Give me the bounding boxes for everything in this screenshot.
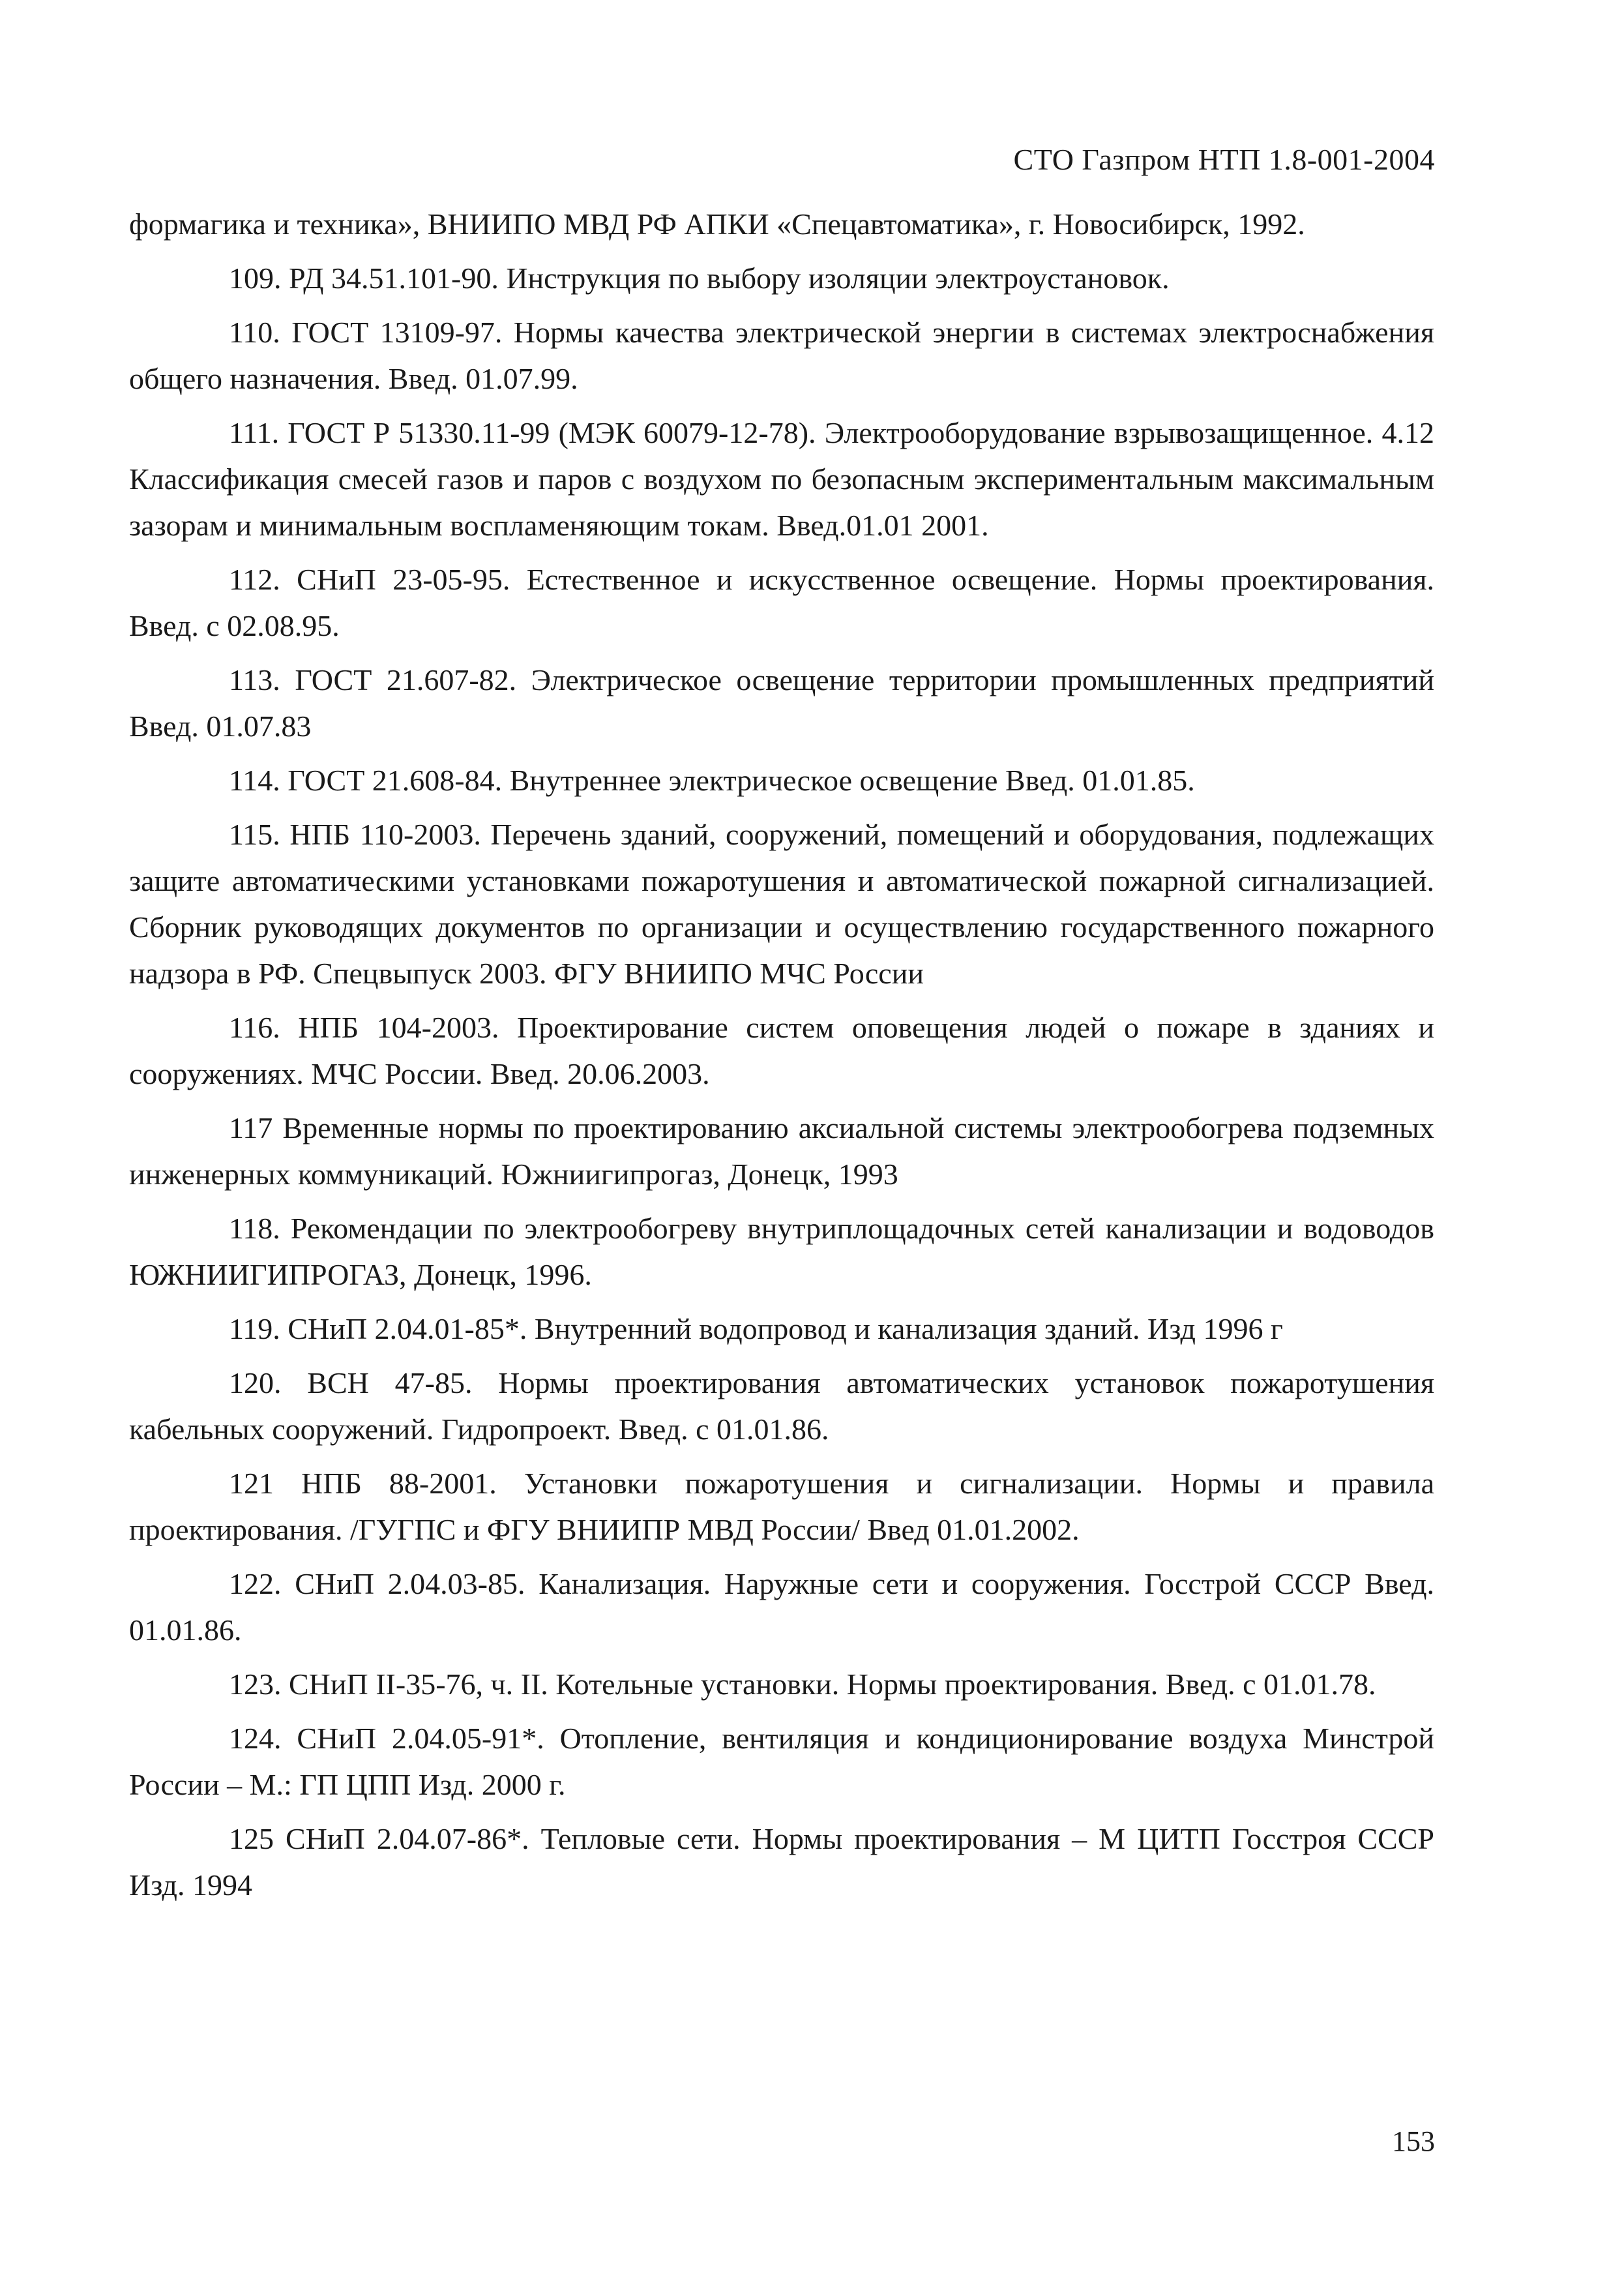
reference-text: СНиП 2.04.07-86*. Тепловые сети. Нормы проектирования – М ЦИТП Госстроя СССР Изд. 1994: [129, 1822, 1434, 1902]
reference-item-119: [129, 1306, 1434, 1352]
document-code-header: СТО Газпром НТП 1.8-001-2004: [1013, 143, 1435, 176]
reference-text: Рекомендации по электрообогреву внутриплощадочных сетей канализации и водоводов ЮЖНИИГИПРОГАЗ, Донецк, 1996.: [129, 1212, 1435, 1291]
reference-text: СНиП II-35-76, ч. II. Котельные установки. Нормы проектирования. Введ. с 01.01.78.: [289, 1667, 1376, 1701]
reference-item-111: [129, 410, 1434, 548]
reference-item-110: [129, 309, 1434, 402]
reference-item-123: [129, 1661, 1434, 1707]
reference-number: 110.: [229, 316, 280, 349]
reference-text: СНиП 23-05-95. Естественное и искусственное освещение. Нормы проектирования. Введ. с 02.08.95.: [129, 563, 1434, 642]
reference-item-112: [129, 556, 1434, 649]
reference-number: 124.: [229, 1722, 282, 1755]
reference-item-121: [129, 1460, 1434, 1553]
reference-number: 121: [229, 1467, 274, 1500]
reference-text: ВСН 47-85. Нормы проектирования автоматических установок пожаротушения кабельных сооружений. Гидропроект. Введ. с 01.01.86.: [129, 1366, 1435, 1446]
reference-number: 113.: [229, 663, 280, 696]
reference-item-118: [129, 1205, 1434, 1298]
reference-text: НПБ 88-2001. Установки пожаротушения и сигнализации. Нормы и правила проектирования. /ГУГПС и ФГУ ВНИИПР МВД России/ Введ 01.01.2002.: [129, 1467, 1434, 1546]
reference-item-113: [129, 657, 1434, 749]
reference-item-125: [129, 1816, 1434, 1908]
reference-text: ГОСТ 13109-97. Нормы качества электрической энергии в системах электроснабжения общего назначения. Введ. 01.07.99.: [129, 316, 1434, 395]
reference-text: ГОСТ Р 51330.11-99 (МЭК 60079-12-78). Электрооборудование взрывозащищенное. 4.12 Классификация смесей газов и паров с воздухом по безопасным экспериментальным максимальным зазорам и минимальным воспламеняющим токам. Введ.01.01 2001.: [129, 416, 1434, 542]
reference-number: 109.: [229, 262, 282, 295]
reference-number: 120.: [229, 1366, 282, 1399]
reference-number: 122.: [229, 1567, 282, 1600]
reference-number: 119.: [229, 1312, 280, 1345]
reference-text: ГОСТ 21.607-82. Электрическое освещение территории промышленных предприятий Введ. 01.07.83: [129, 663, 1434, 743]
reference-item-114: [129, 757, 1434, 803]
reference-text: СНиП 2.04.01-85*. Внутренний водопровод и канализация зданий. Изд 1996 г: [288, 1312, 1283, 1345]
reference-text: РД 34.51.101-90. Инструкция по выбору изоляции электроустановок.: [289, 262, 1170, 295]
reference-number: 116.: [229, 1011, 280, 1044]
reference-number: 118.: [229, 1212, 280, 1245]
reference-text: НПБ 110-2003. Перечень зданий, сооружений, помещений и оборудования, подлежащих защите автоматическими установками пожаротушения и автоматической пожарной сигнализацией. Сборник руководящих документов по организации и осуществлению государственного пожарного надзора в РФ. Спецвыпуск 2003. ФГУ ВНИИПО МЧС России: [129, 818, 1434, 990]
reference-number: 112.: [229, 563, 280, 596]
reference-item-122: [129, 1561, 1434, 1653]
reference-number: 125: [229, 1822, 274, 1855]
reference-text: СНиП 2.04.03-85. Канализация. Наружные сети и сооружения. Госстрой СССР Введ. 01.01.86.: [129, 1567, 1434, 1647]
reference-text: ГОСТ 21.608-84. Внутреннее электрическое освещение Введ. 01.01.85.: [288, 764, 1195, 797]
reference-text: НПБ 104-2003. Проектирование систем оповещения людей о пожаре в зданиях и сооружениях. МЧС России. Введ. 20.06.2003.: [129, 1011, 1434, 1090]
reference-number: 111.: [229, 416, 280, 449]
page-number: 153: [1392, 2125, 1435, 2157]
reference-text: Временные нормы по проектированию аксиальной системы электрообогрева подземных инженерных коммуникаций. Южниигипрогаз, Донецк, 1993: [129, 1111, 1434, 1191]
reference-item-115: [129, 811, 1434, 996]
reference-item-116: [129, 1004, 1434, 1097]
reference-number: 114.: [229, 764, 280, 797]
reference-item-109: [129, 255, 1434, 301]
reference-number: 117: [229, 1111, 273, 1144]
reference-text: СНиП 2.04.05-91*. Отопление, вентиляция и кондиционирование воздуха Минстрой России – М.: ГП ЦПП Изд. 2000 г.: [129, 1722, 1435, 1801]
references-list: [129, 201, 1434, 1916]
reference-item-120: [129, 1360, 1434, 1452]
reference-item-124: [129, 1715, 1434, 1808]
reference-item-117: [129, 1105, 1434, 1197]
reference-number: 115.: [229, 818, 280, 851]
continuation-text: формагика и техника», ВНИИПО МВД РФ АПКИ «Спецавтоматика», г. Новосибирск, 1992.: [129, 207, 1305, 241]
reference-number: 123.: [229, 1667, 282, 1701]
